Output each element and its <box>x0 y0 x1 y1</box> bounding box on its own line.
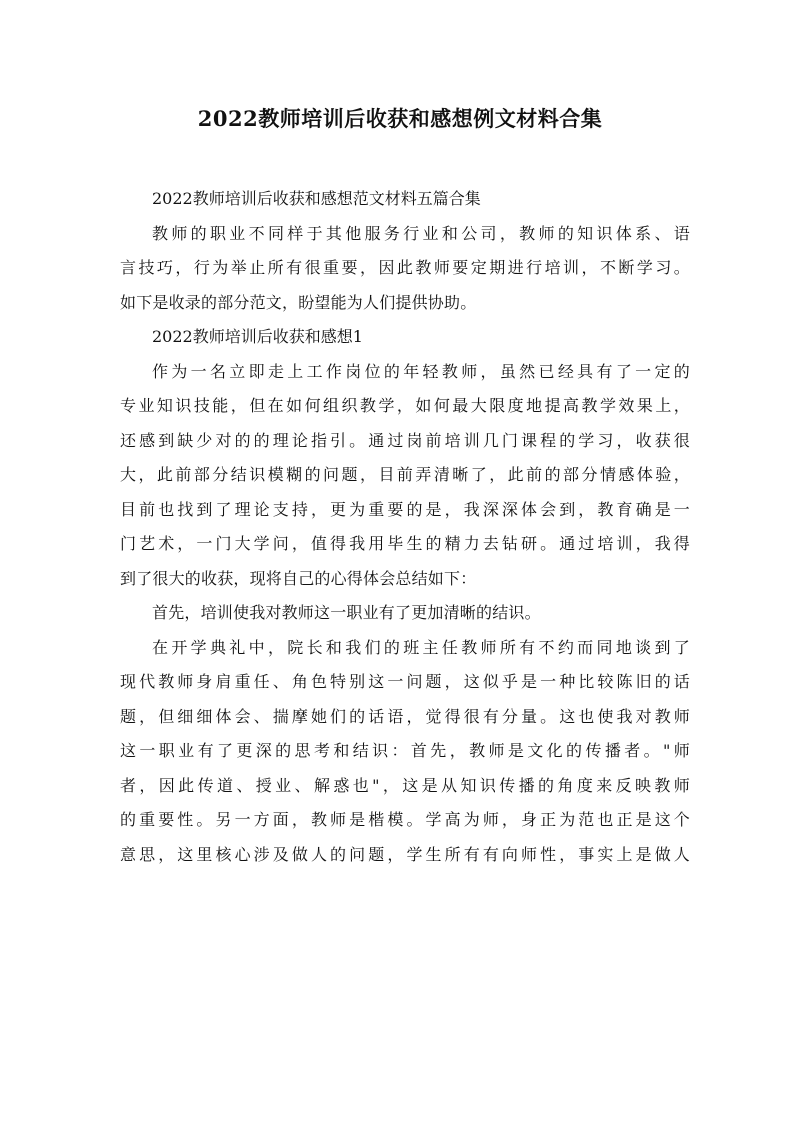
intro-line: 言技巧，行为举止所有很重要，因此教师要定期进行培训，不断学习。 <box>120 258 690 277</box>
paragraph-line: 这一职业有了更深的思考和结识：首先，教师是文化的传播者。"师 <box>120 741 690 760</box>
document-title: 2022教师培训后收获和感想例文材料合集 <box>197 106 603 131</box>
document-subtitle: 2022教师培训后收获和感想范文材料五篇合集 <box>152 189 481 208</box>
section-heading: 2022教师培训后收获和感想1 <box>152 327 363 346</box>
paragraph-line: 专业知识技能，但在如何组织教学，如何最大限度地提高教学效果上， <box>120 396 690 415</box>
paragraph-line: 大，此前部分结识模糊的问题，目前弄清晰了，此前的部分情感体验， <box>120 465 690 484</box>
paragraph-line: 意思，这里核心涉及做人的问题，学生所有有向师性，事实上是做人 <box>120 844 690 864</box>
paragraph-line: 门艺术，一门大学问，值得我用毕生的精力去钻研。通过培训，我得 <box>120 534 690 553</box>
paragraph-line: 者，因此传道、授业、解惑也"，这是从知识传播的角度来反映教师 <box>120 775 690 795</box>
paragraph-2 <box>120 596 690 631</box>
paragraph-line: 题，但细细体会、揣摩她们的话语，觉得很有分量。这也使我对教师 <box>120 706 690 726</box>
document-body <box>120 182 690 872</box>
paragraph-line: 作为一名立即走上工作岗位的年轻教师，虽然已经具有了一定的 <box>152 361 690 381</box>
intro-line: 教师的职业不同样于其他服务行业和公司，教师的知识体系、语 <box>152 223 690 243</box>
paragraph-line: 目前也找到了理论支持，更为重要的是，我深深体会到，教育确是一 <box>120 499 690 519</box>
paragraph-line: 还感到缺少对的的理论指引。通过岗前培训几门课程的学习，收获很 <box>120 430 690 450</box>
paragraph-line: 在开学典礼中，院长和我们的班主任教师所有不约而同地谈到了 <box>152 637 690 657</box>
paragraph-line: 到了很大的收获，现将自己的心得体会总结如下： <box>120 568 477 588</box>
paragraph-1 <box>120 355 690 597</box>
paragraph-3 <box>120 631 690 873</box>
paragraph-line: 首先，培训使我对教师这一职业有了更加清晰的结识。 <box>152 603 541 622</box>
paragraph-line: 现代教师身肩重任、角色特别这一问题，这似乎是一种比较陈旧的话 <box>120 672 690 691</box>
intro-line: 如下是收录的部分范文，盼望能为人们提供协助。 <box>120 292 477 312</box>
intro-paragraph <box>120 217 690 321</box>
paragraph-line: 的重要性。另一方面，教师是楷模。学高为师，身正为范也正是这个 <box>120 810 690 829</box>
